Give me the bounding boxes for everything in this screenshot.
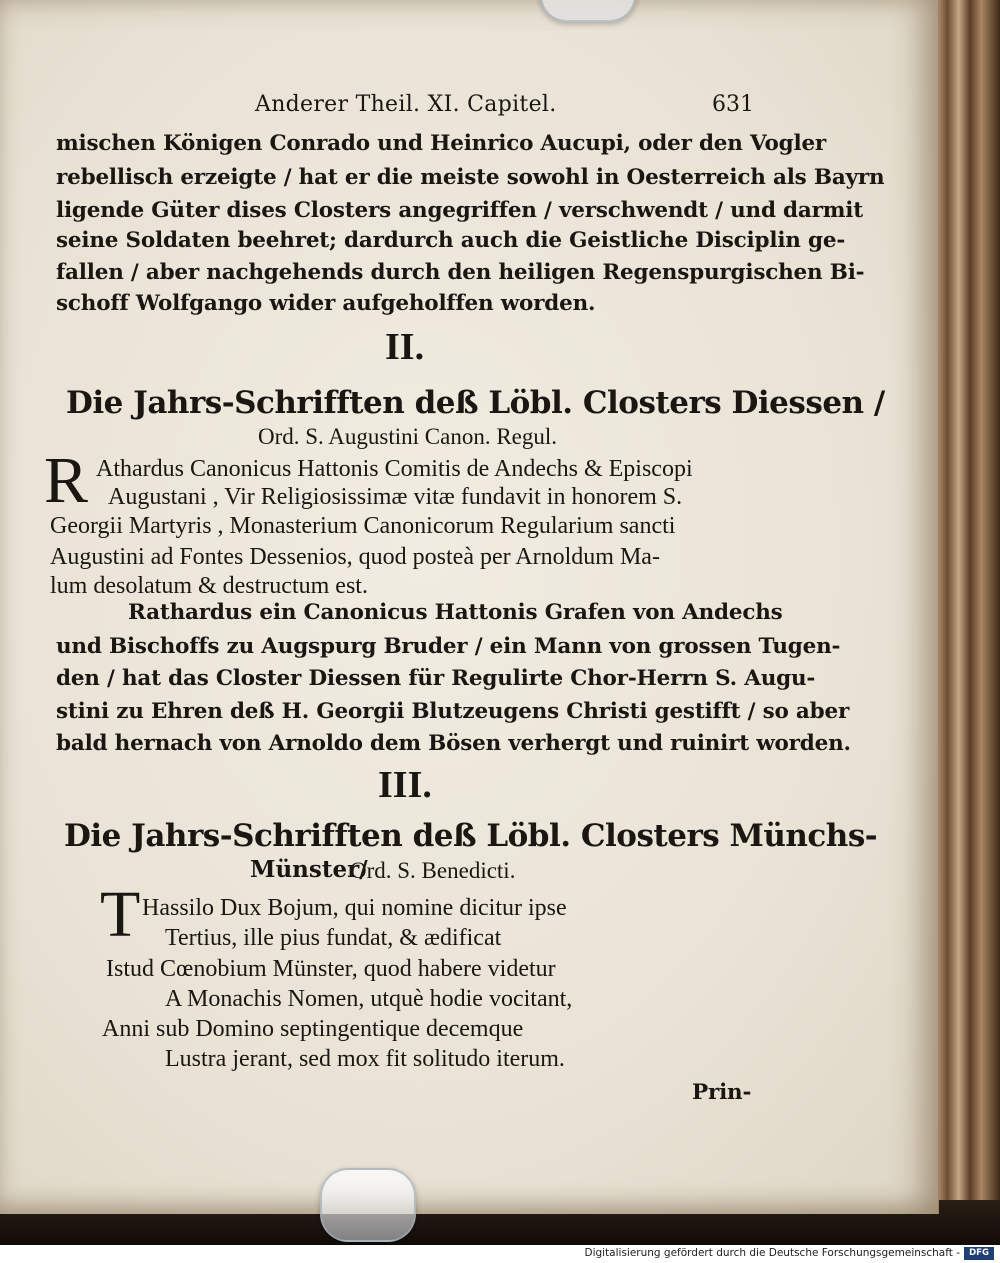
latin-line: Georgii Martyris , Monasterium Canonicorum Regularium sancti [50,513,676,539]
page-number: 631 [712,92,754,117]
intro-line: mischen Königen Conrado und Heinrico Aucupi, oder den Vogler [56,131,827,156]
intro-line: seine Soldaten beehret; dardurch auch die Geistliche Disciplin ge- [56,228,846,253]
verse-line: Lustra jerant, sed mox fit solitudo iterum. [165,1046,565,1072]
section-subtitle: Ord. S. Augustini Canon. Regul. [258,424,558,449]
german-line: den / hat das Closter Diessen für Regulirte Chor-Herrn S. Augu- [56,666,816,691]
verse-line: Tertius, ille pius fundat, & ædificat [165,925,502,951]
verse-line: Anni sub Domino septingentique decemque [102,1016,524,1042]
page-clip-top [540,0,636,22]
latin-line: lum desolatum & destructum est. [50,573,368,599]
section-numeral: III. [378,764,432,806]
section-title: Die Jahrs-Schrifften deß Löbl. Closters Münchs- [64,818,878,854]
digitization-credit: Digitalisierung gefördert durch die Deutsche Forschungsgemeinschaft - [584,1247,960,1259]
intro-line: fallen / aber nachgehends durch den heiligen Regenspurgischen Bi- [56,260,865,285]
drop-capital: R [44,444,89,517]
german-line: stini zu Ehren deß H. Georgii Blutzeugens Christi gestifft / so aber [56,699,850,724]
drop-capital: T [100,878,141,951]
intro-line: ligende Güter dises Closters angegriffen / verschwendt / und darmit [56,198,864,223]
page-clip-bottom [320,1168,416,1242]
dfg-logo: DFG [964,1247,994,1260]
intro-line: schoff Wolfgango wider aufgeholffen worden. [56,291,596,316]
section-numeral: II. [385,326,425,368]
section-title: Die Jahrs-Schrifften deß Löbl. Closters Diessen / [66,385,885,421]
catchword: Prin- [692,1080,752,1105]
german-line: Rathardus ein Canonicus Hattonis Grafen von Andechs [128,600,783,625]
section-subtitle-latin: Ord. S. Benedicti. [350,858,516,883]
running-head: Anderer Theil. XI. Capitel. [255,92,557,117]
german-line: bald hernach von Arnoldo dem Bösen verhergt und ruinirt worden. [56,731,851,756]
verse-line: Hassilo Dux Bojum, qui nomine dicitur ipse [142,895,567,921]
verse-line: Istud Cœnobium Münster, quod habere videtur [106,956,556,982]
intro-line: rebellisch erzeigte / hat er die meiste sowohl in Oesterreich als Bayrn [56,165,885,190]
german-line: und Bischoffs zu Augspurg Bruder / ein Mann von grossen Tugen- [56,634,841,659]
latin-line: Augustini ad Fontes Dessenios, quod posteà per Arnoldum Ma- [50,544,660,570]
section-subtitle-german: Münster/ [250,856,368,883]
verse-line: A Monachis Nomen, utquè hodie vocitant, [165,986,573,1012]
latin-line: Athardus Canonicus Hattonis Comitis de Andechs & Episcopi [96,456,693,482]
latin-line: Augustani , Vir Religiosissimæ vitæ fundavit in honorem S. [108,484,683,510]
